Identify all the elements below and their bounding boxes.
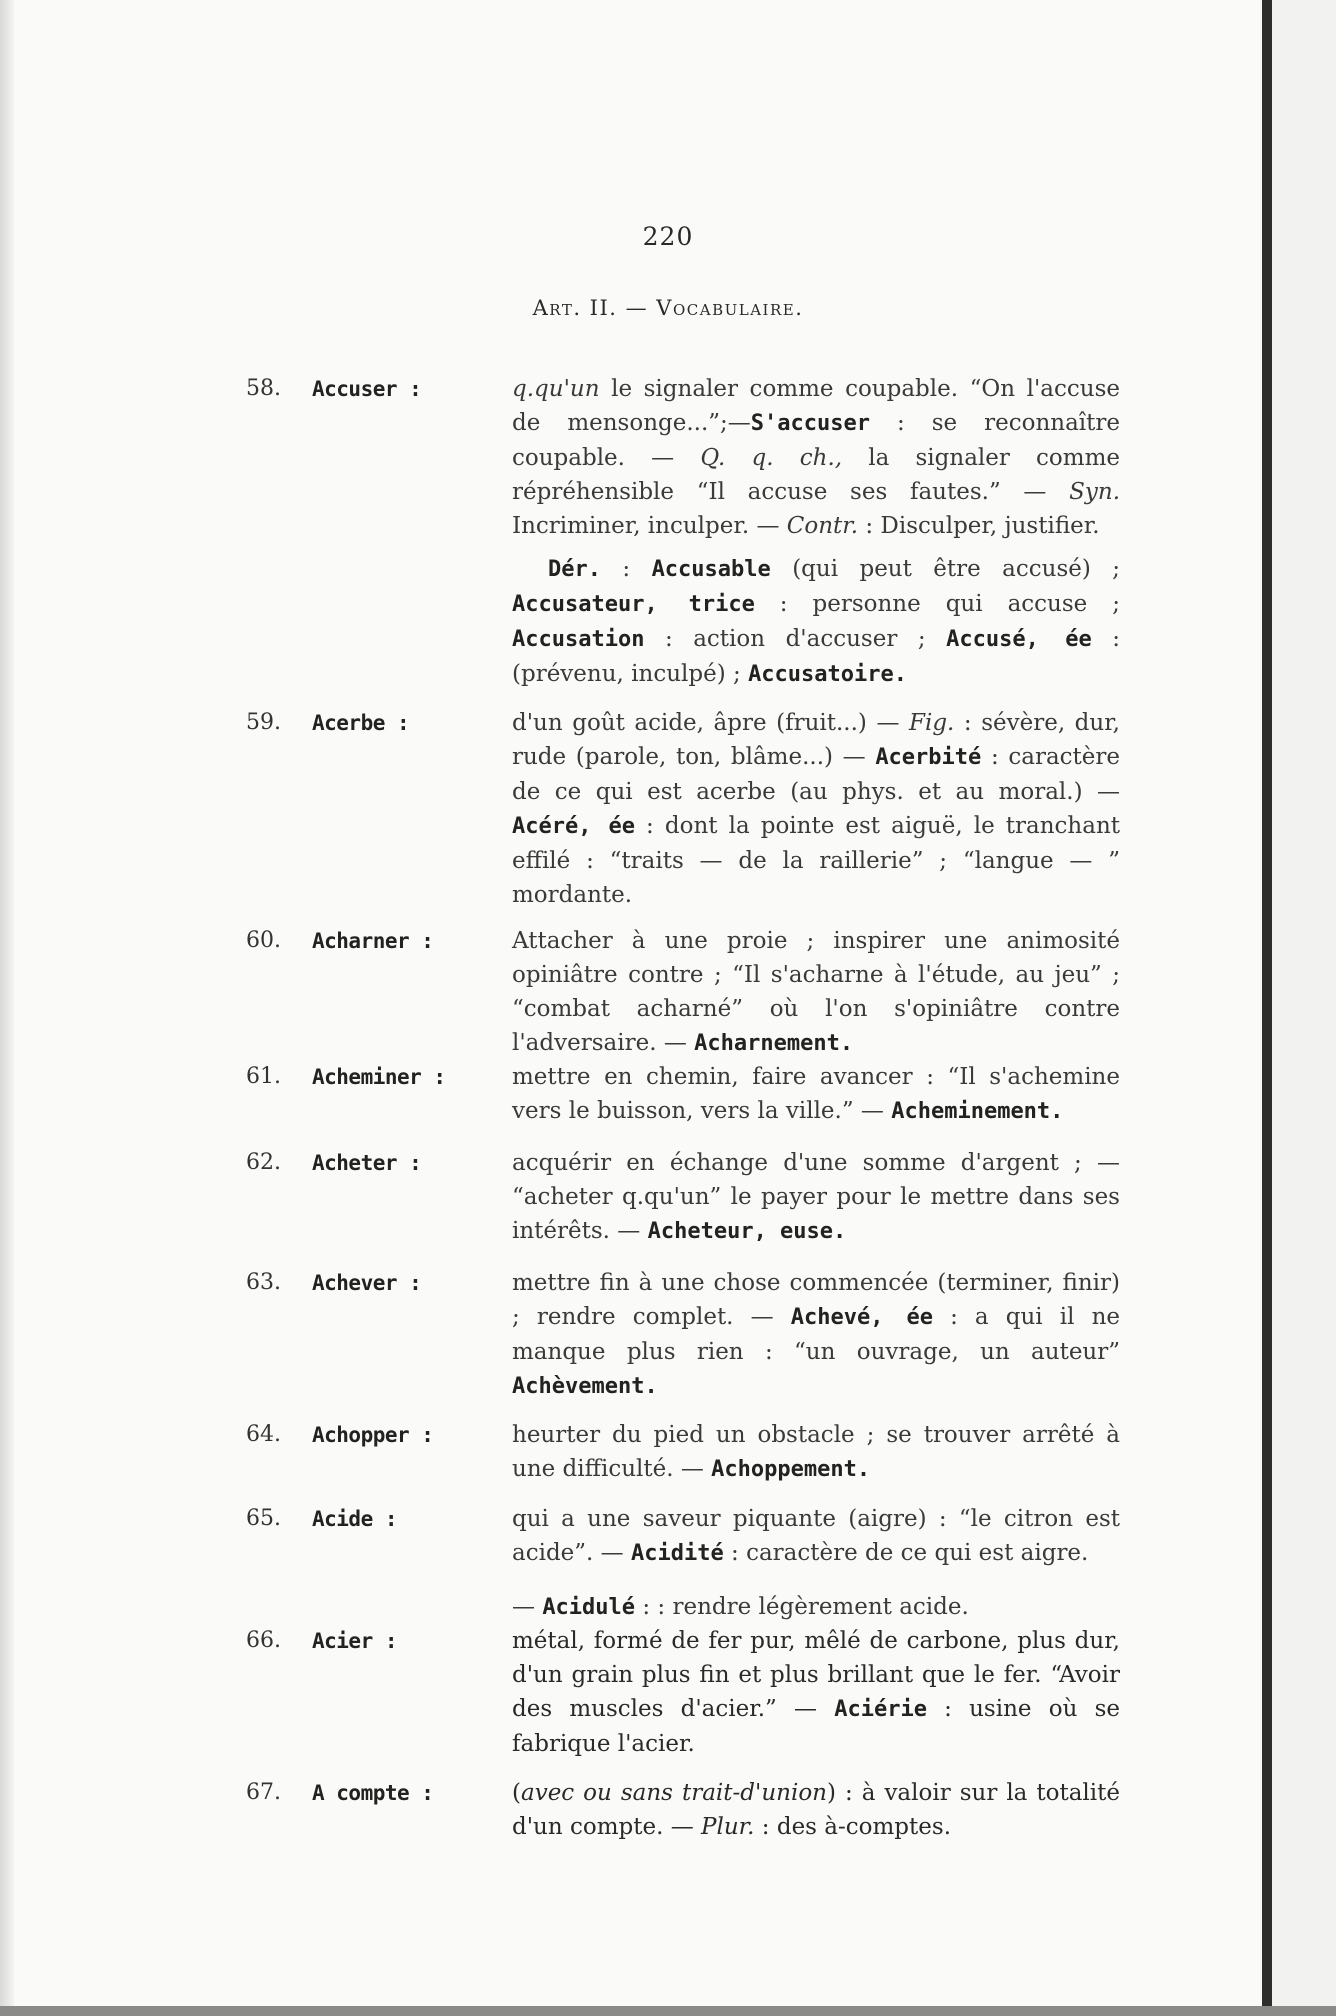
entry-number: 66. — [246, 1628, 281, 1653]
def-term: Accusé, ée — [946, 627, 1092, 652]
def-text: qui a une saveur piquante (aigre) : “le citron est acide”. — — [512, 1506, 1120, 1566]
def-text: : Disculper, justifier. — [858, 513, 1100, 539]
entry-derivatives — [512, 552, 1120, 692]
entry-number: 59. — [246, 710, 281, 735]
def-text: : — [600, 556, 652, 582]
def-term: Acidulé — [542, 1595, 636, 1620]
entry-definition — [512, 1776, 1120, 1844]
entry-headword: Acier : — [312, 1629, 398, 1653]
def-text: mettre en chemin, faire avancer : “Il s'achemine vers le buisson, vers la ville.” — — [512, 1064, 1120, 1124]
entry-number: 65. — [246, 1506, 281, 1531]
def-text: heurter du pied un obstacle ; se trouver arrêté à une difficulté. — — [512, 1422, 1120, 1482]
def-term: Acharnement. — [694, 1031, 854, 1056]
entry-definition — [512, 1418, 1120, 1487]
def-text: q.qu'un — [512, 376, 600, 402]
def-text: acquérir en échange d'une somme d'argent ; — “acheter q.qu'un” le payer pour le mettre dans ses intérêts. — — [512, 1150, 1120, 1244]
def-text: : a qui il ne manque plus rien : “un ouvrage, un auteur” — [512, 1304, 1120, 1365]
entry-derivatives — [512, 1590, 1120, 1625]
def-term: Accusation — [512, 627, 645, 652]
entry-headword: Acerbe : — [312, 711, 410, 735]
entry-definition — [512, 1266, 1120, 1404]
def-text: : caractère de ce qui est acerbe (au phys. et au moral.) — — [512, 744, 1120, 805]
def-text: mettre fin à une chose commencée (terminer, finir) ; rendre complet. — — [512, 1270, 1120, 1330]
entry-number: 67. — [246, 1780, 281, 1805]
entry-number: 61. — [246, 1064, 281, 1089]
def-text: Plur. — [701, 1814, 755, 1840]
entry-number: 60. — [246, 928, 281, 953]
bottom-edge — [0, 2006, 1336, 2016]
def-text: avec ou sans trait-d'union — [520, 1780, 827, 1806]
entry-headword: Acheminer : — [312, 1065, 446, 1089]
def-text: Incriminer, inculper. — — [512, 513, 787, 539]
def-term: Accusatoire. — [748, 662, 908, 687]
def-term: Achevé, ée — [790, 1305, 933, 1330]
def-term: Acheteur, euse. — [647, 1219, 847, 1244]
def-text: ) : à valoir sur la totalité d'un compte. — — [512, 1780, 1120, 1840]
entry-definition — [512, 1502, 1120, 1571]
page-number: 220 — [642, 222, 694, 251]
def-term: Accusateur, trice — [512, 592, 755, 617]
def-text: : des à-comptes. — [754, 1814, 952, 1840]
entry-number: 62. — [246, 1150, 281, 1175]
def-text: : (prévenu, inculpé) ; — [512, 626, 1121, 687]
entry-definition — [512, 1060, 1120, 1129]
entry-headword: Achever : — [312, 1271, 422, 1295]
def-text: Q. q. ch., — [700, 445, 843, 471]
def-text: Attacher à une proie ; inspirer une animosité opiniâtre contre ; “Il s'acharne à l'étude, au jeu” ; “combat acharné” où l'on s'opiniâtre contre l'adversaire. — — [512, 928, 1120, 1056]
def-text: la signaler comme répréhensible “Il accuse ses fautes.” — — [512, 445, 1120, 505]
def-text: Fig. — [909, 710, 955, 736]
def-text: — — [512, 1594, 543, 1620]
entry-definition — [512, 1146, 1120, 1249]
def-term: S'accuser — [750, 411, 871, 436]
entry-definition — [512, 372, 1120, 543]
entry-definition — [512, 924, 1120, 1061]
entry-headword: Achopper : — [312, 1423, 434, 1447]
def-term: Dér. — [548, 557, 601, 582]
def-term: Acéré, ée — [512, 814, 635, 839]
entry-headword: Acheter : — [312, 1151, 422, 1175]
def-text: : caractère de ce qui est aigre. — [723, 1540, 1089, 1566]
def-text: : dont la pointe est aiguë, le tranchant effilé : “traits — de la raillerie” ; “langue — ” mordante. — [512, 813, 1120, 908]
def-text: : : rendre légèrement acide. — [635, 1594, 969, 1620]
entry-definition — [512, 1624, 1120, 1761]
def-term: Aciérie — [834, 1697, 927, 1722]
def-text: : se reconnaître coupable. — — [512, 410, 1120, 471]
def-term: Achèvement. — [512, 1374, 658, 1399]
def-text: : usine où se fabrique l'acier. — [512, 1696, 1121, 1757]
def-text: d'un goût acide, âpre (fruit...) — — [512, 710, 909, 736]
def-term: Achoppement. — [711, 1457, 871, 1482]
def-term: Acerbité — [875, 745, 982, 770]
section-title: Art. II. — Vocabulaire. — [532, 296, 804, 320]
def-term: Accusable — [651, 557, 771, 582]
entry-headword: Accuser : — [312, 377, 422, 401]
def-text: : personne qui accuse ; — [754, 591, 1120, 617]
def-text: Syn. — [1069, 479, 1120, 505]
entry-number: 58. — [246, 376, 281, 401]
def-text: ( — [512, 1780, 521, 1806]
entry-headword: Acide : — [312, 1507, 398, 1531]
def-text: métal, formé de fer pur, mêlé de carbone, plus dur, d'un grain plus fin et plus brillant que le fer. “Avoir des muscles d'acier.” — — [512, 1628, 1120, 1722]
def-term: Acidité — [630, 1541, 724, 1566]
entry-number: 64. — [246, 1422, 281, 1447]
def-text: : action d'accuser ; — [644, 626, 947, 652]
def-text: le signaler comme coupable. “On l'accuse de mensonge...”;— — [512, 376, 1120, 436]
def-term: Acheminement. — [891, 1099, 1064, 1124]
entry-definition — [512, 706, 1120, 912]
def-text: : sévère, dur, rude (parole, ton, blâme...) — — [512, 710, 1120, 770]
entry-number: 63. — [246, 1270, 281, 1295]
def-text: (qui peut être accusé) ; — [770, 556, 1120, 582]
entry-headword: A compte : — [312, 1781, 434, 1805]
entry-headword: Acharner : — [312, 929, 434, 953]
def-text: Contr. — [786, 513, 859, 539]
